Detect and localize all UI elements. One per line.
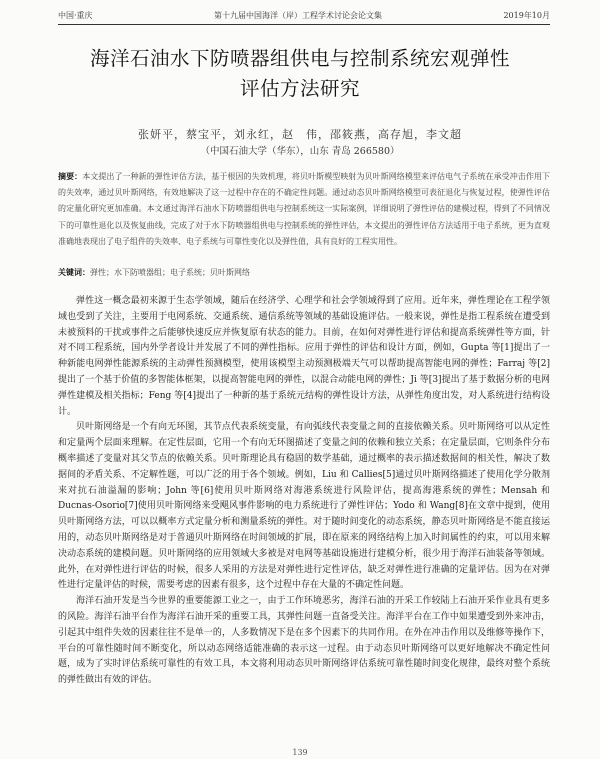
author-list: 张妍平，蔡宝平，刘永红，赵 伟，邵筱燕，高存旭，李文超 <box>138 128 462 141</box>
title-line-1: 海洋石油水下防喷器组供电与控制系统宏观弹性 <box>89 47 510 70</box>
paragraph-1: 弹性这一概念最初来源于生态学领域，随后在经济学、心理学和社会学领域得到了应用。近年来，弹性理论在工程学领域也受到了关注，主要用于电网系统、交通系统、通信系统等领域的基础设施评估。一般来说，弹性是指工程系统在遭受到未被预料的干扰或事件之后能够快速反应并恢复原有状态的能力。目前，在如何对弹性进行评估和提高系统弹性等方面，针对不同工程系统，国内外学者设计并发展了不同的弹性指标。应用于弹性的评估和设计方面，例如，Gupta 等[1]提出了一种新能电网弹性能源系统的主动弹性预测模型，使用该模型主动预测极端天气可以帮助提高智能电网的弹性；Farraj 等[2]提出了一个基于价值的多智能体框架，以提高智能电网的弹性，以混合动能电网的弹性；Ji 等[3]提出了基于数据分析的电网弹性建模及相关指标；Feng 等[4]提出了一种新的基于系统元结构的弹性设计方法，从弹性角度出发，对人系统进行结构设计。 <box>58 296 550 417</box>
paragraph-3: 海洋石油开发是当今世界的重要能源工业之一，由于工作环境恶劣，海洋石油的开采工作较陆上石油开采作业具有更多的风险。海洋石油平台作为海洋石油开采的重要工具，其弹性问题一直备受关注。海洋平台在工作中如果遭受到外来冲击，引起其中组件失效的因素往往不是单一的，人多数情况下是在多个因素下的共同作用。在外在冲击作用以及维修等操作下，平台的可靠性随时间不断变化，所以动态网络适能准确的表示这一过程。由于动态贝叶斯网络可以更好地解决不确定性问题，成为了实时评估系统可靠性的有效工具，本文将利用动态贝叶斯网络评估系统可靠性随时间变化规律，最终对整个系统的弹性做出有效的评估。 <box>58 596 550 686</box>
keywords-label: 关键词： <box>58 267 90 277</box>
paper-title <box>40 44 560 104</box>
abstract <box>58 168 550 250</box>
page-number: 139 <box>292 748 308 757</box>
keywords <box>58 267 550 278</box>
keywords-text: 弹性；水下防喷器组；电子系统；贝叶斯网络 <box>90 268 250 277</box>
title-line-2: 评估方法研究 <box>239 77 360 100</box>
abstract-label: 摘要： <box>58 171 83 181</box>
affiliation: （中国石油大学（华东），山东 青岛 266580） <box>200 146 400 157</box>
header-date: 2019年10月 <box>503 11 550 20</box>
body-text <box>58 294 550 689</box>
header-location: 中国·重庆 <box>58 11 93 20</box>
header-proceedings: 第十九届中国海洋（岸）工程学术讨论会论文集 <box>214 11 382 20</box>
abstract-text: 本文提出了一种新的弹性评估方法，基于根因的失效机理，将贝叶斯模型映射为贝叶斯网络模型来评估电气子系统在承受冲击作用下的失效率，通过贝叶斯网络，有效地解决了这一过程中存在的不确定性问题。通过动态贝叶斯网络模型可表征退化与恢复过程，使弹性评估的定量化研究更加准确。本文通过海洋石油水下防喷器组供电与控制系统这一实际案例，详细说明了弹性评估的建模过程，得到了不同情况下的可靠性退化以及恢复曲线，完成了对于水下防喷器组供电与控制系统的弹性评估，本文提出的弹性评估方法适用于电子系统，更为直观准确地表现出了电子组件的失效率、电子系统与可靠性变化以及弹性值，具有良好的工程实用性。 <box>58 172 550 246</box>
paragraph-2: 贝叶斯网络是一个有向无环图，其节点代表系统变量，有向弧线代表变量之间的直接依赖关系。贝叶斯网络可以从定性和定量两个层面来理解。在定性层面，它用一个有向无环图描述了变量之间的依赖和独立关系；在定量层面，它则条件分布概率描述了变量对其父节点的依赖关系。贝叶斯理论具有稳固的数学基础，通过概率的表示描述数据间的相关性，解决了数据间的矛盾关系、不定解性题，可以广泛的用于各个领域。例如，Liu 和 Callies[5]通过贝叶斯网络描述了使用化学分散剂来对抗石油溢漏的影响；John 等[6]使用贝叶斯网络对海港系统进行风险评估，提高海港系统的弹性；Mensah 和 Ducnas-Osorio[7]使用贝叶斯网络来受飓风事件影响的电力系统进行了弹性评估；Yodo 和 Wang[8]在文章中提到，使用贝叶斯网络方法，可以以概率方式定量分析和测量系统的弹性。对于随时间变化的动态系统，静态贝叶斯网络是不能直接运用的，动态贝叶斯网络是对于普通贝叶斯网络在时间领域的扩展，即在原来的网络结构上加入时间属性的约束，可以用来解决动态系统的建模问题。贝叶斯网络的应用领域大多被是对电网等基础设施进行建模分析，很少用于海洋石油装备等领域。此外，在对弹性进行评估的时候，很多人采用的方法是对弹性进行定性评估，缺乏对弹性进行准确的定量评估。因为在对弹性进行定量评估的时候，需要考虑的因素有很多，这个过程中存在大量的不确定性问题。 <box>58 422 550 591</box>
running-header <box>58 10 550 25</box>
